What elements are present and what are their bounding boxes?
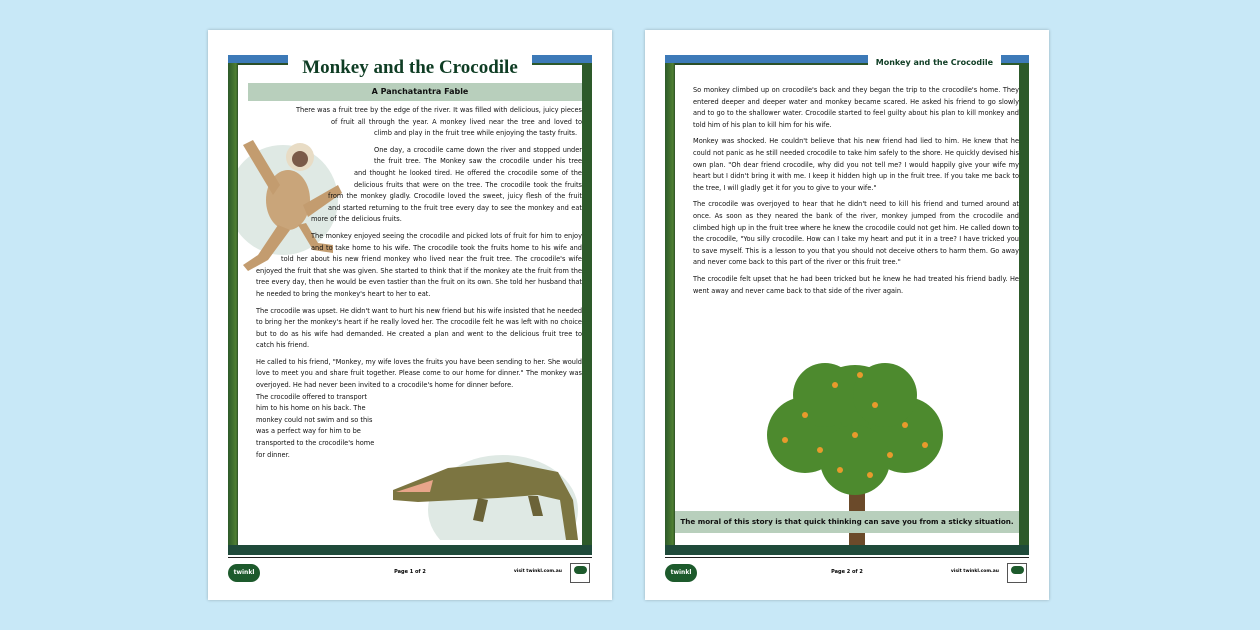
- website-link[interactable]: visit twinkl.com.au: [513, 569, 562, 574]
- jungle-frame: [228, 55, 592, 555]
- moral-banner: The moral of this story is that quick thinking can save you from a sticky situation.: [675, 511, 1019, 533]
- paragraph: The crocodile felt upset that he had been tricked but he knew he had treated his friend badly. He went away and never came back to that side of the river again.: [693, 274, 1019, 295]
- twinkl-logo: twinkl: [665, 564, 697, 582]
- paragraph: The monkey enjoyed seeing the crocodile and picked lots of fruit for him to enjoy and to take home to his wife. The crocodile took the fruits home to his wife and told her about his new friend monkey who lived near the fruit tree. The crocodile's wife enjoyed the fruit that she was given. She started to think that if the monkey ate the fruit from the tree every day, then he would be even tastier than the fruit on its own. She told her husband that he needed to bring the monkey's heart to her to eat.: [256, 231, 582, 298]
- page-number: Page 1 of 2: [394, 569, 426, 575]
- worksheet-page-2: [645, 30, 1049, 600]
- paragraph: The crocodile offered to transport him to his home on his back. The monkey could not swim and so this was a perfect way for him to be transported to the crocodile's home for dinner.: [256, 392, 375, 459]
- page-footer: [665, 557, 1029, 597]
- page-footer: [228, 557, 592, 597]
- paragraph: Monkey was shocked. He couldn't believe that his new friend had lied to him. He knew that he could not panic as he still needed crocodile to take him safely to the shore. He quickly devised his own plan. "Oh dear friend crocodile, why did you not tell me? I would happily give your wife my heart but I didn't bring it with me. I keep it hidden high up in the fruit tree. If you take me back to the tree, I will gladly get it for you to give to your wife.": [693, 137, 1019, 192]
- jungle-frame: [665, 55, 1029, 555]
- paragraph: The crocodile was overjoyed to hear that he didn't need to kill his friend and turned around at once. As soon as they neared the bank of the river, monkey jumped from the crocodile and climbed high up in the fruit tree where he knew the crocodile could not get him. He called down to the crocodile, "You silly crocodile. How can I take my heart and put it in a tree? I have tricked you to save myself. This is a lesson to you that you should not deceive others to harm them. Go away and never come back to this part of the river or this fruit tree.": [693, 200, 1019, 267]
- story-text: [693, 85, 1019, 302]
- paragraph: There was a fruit tree by the edge of the river. It was filled with delicious, juicy pieces of fruit all through the year. A monkey lived near the tree and loved to climb and play in the fruit tree while enjoying the tasty fruits.: [296, 106, 582, 138]
- paragraph: He called to his friend, "Monkey, my wife loves the fruits you have been sending to her. She would love to meet you and share fruit together. Please come to our home for dinner." The monkey was overjoyed. He had never been invited to a crocodile's home for dinner before.: [256, 357, 582, 390]
- subtitle-banner: A Panchatantra Fable: [248, 83, 582, 101]
- page-number: Page 2 of 2: [831, 569, 863, 575]
- twinkl-logo: twinkl: [228, 564, 260, 582]
- crocodile-illustration: [388, 450, 582, 540]
- quality-badge-icon: [1007, 563, 1027, 583]
- page-title: Monkey and the Crocodile: [288, 55, 532, 81]
- paragraph: One day, a crocodile came down the river and stopped under the fruit tree. The Monkey saw the crocodile under his tree and thought he looked tired. He offered the crocodile some of the delicious fruits that were on the tree. The crocodile took the fruits from the monkey gladly. Crocodile loved the sweet, juicy flesh of the fruit and started returning to the fruit tree every day to see the monkey and eat more of the delicious fruits.: [311, 145, 582, 224]
- worksheet-page-1: [208, 30, 612, 600]
- story-text: [256, 105, 582, 466]
- paragraph: So monkey climbed up on crocodile's back and they began the trip to the crocodile's home. They entered deeper and deeper water and monkey became scared. He asked his friend to go slowly and to go to the shallower water. Crocodile started to feel guilty about his plan to kill monkey and told him of his plan to kill him for his wife.: [693, 86, 1019, 129]
- paragraph: The crocodile was upset. He didn't want to hurt his new friend but his wife insisted that he needed to bring her the monkey's heart if he really loved her. The crocodile felt he was left with no choice but to do as his wife had demanded. He created a plan and went to the delicious fruit tree to catch his friend.: [256, 306, 582, 350]
- website-link[interactable]: visit twinkl.com.au: [950, 569, 999, 574]
- quality-badge-icon: [570, 563, 590, 583]
- content-area: [675, 65, 1019, 545]
- content-area: [238, 65, 582, 545]
- page-header: Monkey and the Crocodile: [868, 55, 1001, 70]
